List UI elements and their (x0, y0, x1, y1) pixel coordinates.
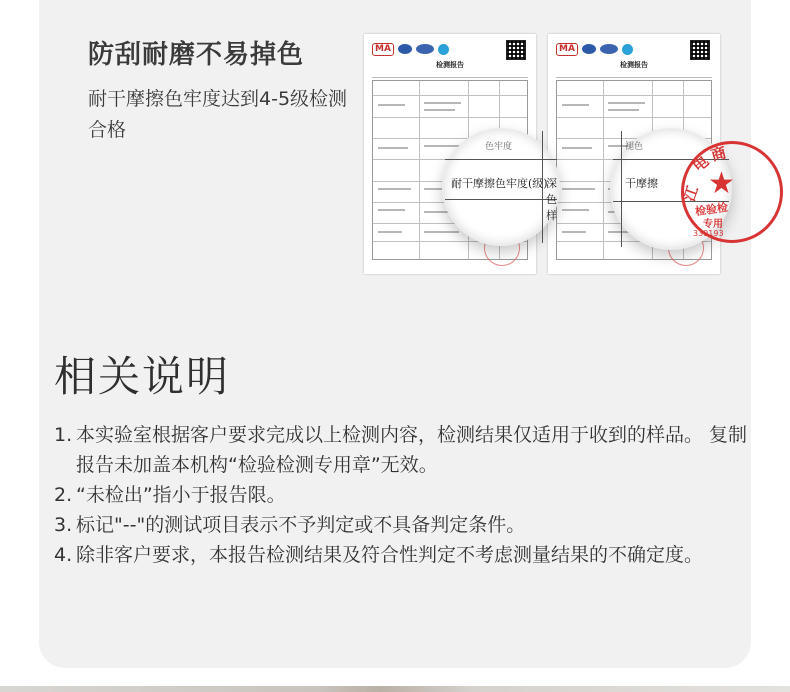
ma-logo: MA (556, 43, 578, 56)
section-title: 相关说明 (54, 352, 231, 401)
note-number: 3. (54, 514, 73, 536)
report-subheader (372, 72, 528, 78)
note-number: 1. (54, 424, 73, 446)
feature-title: 防刮耐磨不易掉色 (88, 40, 305, 70)
note-text: 本实验室根据客户要求完成以上检测内容，检测结果仅适用于收到的样品。 复制报告未加盖本机构“检验检测专用章”无效。 (76, 424, 748, 476)
stamp-char: 电 (689, 152, 713, 176)
note-number: 4. (54, 544, 73, 566)
magnified-side-char: 深 (546, 177, 557, 190)
magnified-side-char: 样 (546, 209, 557, 222)
magnifier-inspection-stamp (610, 128, 735, 250)
list-item (54, 480, 754, 510)
note-text: 除非客户要求，本报告检测结果及符合性判定不考虑测量结果的不确定度。 (76, 544, 704, 566)
ma-logo: MA (372, 43, 394, 56)
note-text: “未检出”指小于报告限。 (76, 484, 286, 506)
magnified-side-char: 色 (546, 193, 557, 206)
checkmark-seal-icon (438, 44, 449, 55)
ilac-logo-icon (398, 44, 412, 54)
report-heading: 检测报告 (620, 61, 648, 69)
stamp-char: 检验检 (694, 200, 729, 219)
stamp-char: 专用 (703, 219, 723, 230)
list-item (54, 420, 754, 480)
list-item (54, 540, 754, 570)
magnified-top-text: 褪色 (625, 142, 644, 152)
certification-logos (556, 41, 633, 57)
qr-code-icon (690, 40, 710, 60)
cnas-logo-icon (416, 44, 434, 54)
certification-logos (372, 41, 449, 57)
report-heading: 检测报告 (436, 61, 464, 69)
stamp-char: 江 (679, 183, 703, 204)
note-number: 2. (54, 484, 73, 506)
stamp-char: 330193 (693, 229, 724, 238)
magnified-top-text: 色牢度 (485, 142, 513, 152)
bottom-divider (0, 686, 790, 692)
magnified-label: 耐干摩擦色牢度(级) (451, 177, 548, 190)
note-text: 标记"--"的测试项目表示不予判定或不具备判定条件。 (76, 514, 526, 536)
magnifier-colorfastness-label (442, 128, 560, 246)
report-subheader (556, 72, 712, 78)
ilac-logo-icon (582, 44, 596, 54)
star-icon: ★ (708, 166, 735, 201)
stamp-char: 商 (709, 143, 729, 165)
checkmark-seal-icon (622, 44, 633, 55)
list-item (54, 510, 754, 540)
qr-code-icon (506, 40, 526, 60)
notes-list (54, 420, 754, 570)
cnas-logo-icon (600, 44, 618, 54)
feature-description: 耐干摩擦色牢度达到4-5级检测合格 (88, 88, 348, 141)
magnified-label: 干摩擦 (625, 177, 658, 190)
